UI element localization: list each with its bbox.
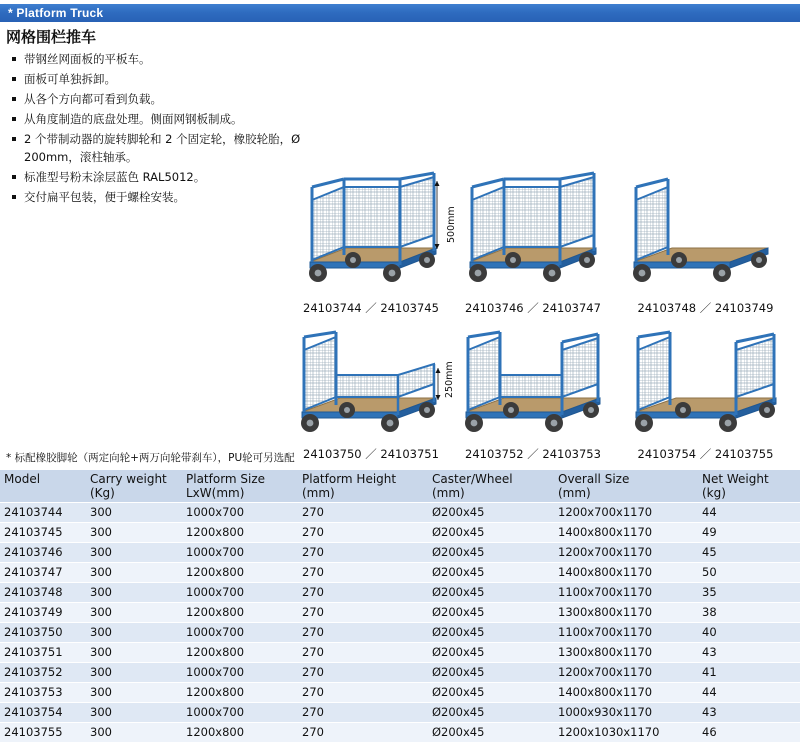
cell-platform-size: 1000x700 [182, 663, 298, 683]
cell-net-weight: 49 [698, 523, 800, 543]
table-row[interactable] [0, 703, 800, 723]
cell-platform-size: 1200x800 [182, 603, 298, 623]
cell-overall-size: 1400x800x1170 [554, 563, 698, 583]
cell-caster-wheel: Ø200x45 [428, 583, 554, 603]
page-subtitle-cn: 网格围栏推车 [6, 28, 97, 46]
figure-caption-4: 24103750 ／ 24103751 [303, 447, 439, 461]
column-header-carry-weight: Carry weight (Kg) [86, 470, 182, 503]
feature-list [10, 50, 310, 208]
footnote: * 标配橡胶脚轮（两定向轮+两万向轮带刹车），PU轮可另选配 [6, 452, 295, 464]
table-row[interactable] [0, 563, 800, 583]
table-row[interactable] [0, 683, 800, 703]
cell-net-weight: 43 [698, 643, 800, 663]
cell-carry-weight: 300 [86, 663, 182, 683]
cell-model: 24103755 [0, 723, 86, 743]
cell-overall-size: 1200x700x1170 [554, 503, 698, 523]
dimension-500mm: 500mm [446, 206, 457, 243]
cell-net-weight: 45 [698, 543, 800, 563]
cell-model: 24103745 [0, 523, 86, 543]
cell-caster-wheel: Ø200x45 [428, 623, 554, 643]
platform-truck-illustration [450, 320, 610, 440]
cell-overall-size: 1200x1030x1170 [554, 723, 698, 743]
cell-net-weight: 41 [698, 663, 800, 683]
cell-caster-wheel: Ø200x45 [428, 523, 554, 543]
cell-platform-height: 270 [298, 663, 428, 683]
cell-carry-weight: 300 [86, 603, 182, 623]
cell-overall-size: 1400x800x1170 [554, 683, 698, 703]
product-figure-2 [456, 165, 606, 290]
figure-caption-3: 24103748 ／ 24103749 [637, 301, 774, 315]
column-header-platform-height: Platform Height (mm) [298, 470, 428, 503]
cell-overall-size: 1300x800x1170 [554, 643, 698, 663]
table-row[interactable] [0, 583, 800, 603]
cell-carry-weight: 300 [86, 503, 182, 523]
list-item: 带钢丝网面板的平板车。 [10, 50, 310, 68]
cell-model: 24103751 [0, 643, 86, 663]
figure-caption-1: 24103744 ／ 24103745 [303, 301, 439, 315]
cell-platform-size: 1200x800 [182, 523, 298, 543]
cell-platform-size: 1200x800 [182, 563, 298, 583]
column-header-overall-size: Overall Size (mm) [554, 470, 698, 503]
cell-net-weight: 46 [698, 723, 800, 743]
cell-platform-height: 270 [298, 623, 428, 643]
cell-caster-wheel: Ø200x45 [428, 723, 554, 743]
product-figure-5 [450, 320, 610, 440]
product-figure-1 [296, 165, 457, 290]
table-row[interactable] [0, 723, 800, 743]
figure-caption-2: 24103746 ／ 24103747 [465, 301, 601, 315]
cell-platform-height: 270 [298, 583, 428, 603]
cell-model: 24103746 [0, 543, 86, 563]
cell-net-weight: 44 [698, 683, 800, 703]
table-body [0, 503, 800, 743]
table-row[interactable] [0, 543, 800, 563]
cell-caster-wheel: Ø200x45 [428, 703, 554, 723]
cell-platform-size: 1200x800 [182, 683, 298, 703]
cell-caster-wheel: Ø200x45 [428, 643, 554, 663]
table-row[interactable] [0, 623, 800, 643]
platform-truck-illustration [296, 165, 446, 290]
cell-overall-size: 1100x700x1170 [554, 583, 698, 603]
cell-carry-weight: 300 [86, 723, 182, 743]
cell-carry-weight: 300 [86, 583, 182, 603]
cell-model: 24103750 [0, 623, 86, 643]
cell-platform-size: 1000x700 [182, 583, 298, 603]
cell-caster-wheel: Ø200x45 [428, 543, 554, 563]
platform-truck-illustration [618, 320, 788, 440]
cell-net-weight: 43 [698, 703, 800, 723]
product-figure-6 [618, 320, 788, 440]
cell-overall-size: 1000x930x1170 [554, 703, 698, 723]
cell-model: 24103754 [0, 703, 86, 723]
column-header-platform-size: Platform Size LxW(mm) [182, 470, 298, 503]
list-item: 标准型号粉末涂层蓝色 RAL5012。 [10, 168, 310, 186]
cell-caster-wheel: Ø200x45 [428, 663, 554, 683]
cell-carry-weight: 300 [86, 563, 182, 583]
column-header-model: Model [0, 470, 86, 503]
cell-net-weight: 35 [698, 583, 800, 603]
cell-overall-size: 1300x800x1170 [554, 603, 698, 623]
cell-caster-wheel: Ø200x45 [428, 683, 554, 703]
table-row[interactable] [0, 603, 800, 623]
cell-platform-size: 1000x700 [182, 503, 298, 523]
cell-platform-height: 270 [298, 523, 428, 543]
cell-platform-height: 270 [298, 703, 428, 723]
cell-overall-size: 1100x700x1170 [554, 623, 698, 643]
cell-net-weight: 40 [698, 623, 800, 643]
cell-model: 24103744 [0, 503, 86, 523]
list-item: 从各个方向都可看到负载。 [10, 90, 310, 108]
dimension-250mm: 250mm [444, 361, 455, 398]
cell-net-weight: 38 [698, 603, 800, 623]
cell-platform-size: 1200x800 [182, 723, 298, 743]
spec-table [0, 470, 800, 743]
platform-truck-illustration [456, 165, 606, 290]
cell-platform-height: 270 [298, 723, 428, 743]
table-row[interactable] [0, 503, 800, 523]
page-title: * Platform Truck [8, 6, 104, 20]
list-item: 2 个带制动器的旋转脚轮和 2 个固定轮，橡胶轮胎，Ø 200mm，滚柱轴承。 [10, 130, 310, 166]
table-header-row [0, 470, 800, 503]
cell-model: 24103749 [0, 603, 86, 623]
cell-platform-height: 270 [298, 563, 428, 583]
cell-overall-size: 1200x700x1170 [554, 543, 698, 563]
cell-caster-wheel: Ø200x45 [428, 503, 554, 523]
figure-caption-5: 24103752 ／ 24103753 [465, 447, 601, 461]
cell-carry-weight: 300 [86, 683, 182, 703]
cell-model: 24103752 [0, 663, 86, 683]
cell-net-weight: 50 [698, 563, 800, 583]
cell-caster-wheel: Ø200x45 [428, 603, 554, 623]
cell-model: 24103753 [0, 683, 86, 703]
cell-carry-weight: 300 [86, 543, 182, 563]
cell-model: 24103747 [0, 563, 86, 583]
list-item: 交付扁平包装，便于螺栓安装。 [10, 188, 310, 206]
column-header-caster-wheel: Caster/Wheel (mm) [428, 470, 554, 503]
cell-overall-size: 1400x800x1170 [554, 523, 698, 543]
table-row[interactable] [0, 643, 800, 663]
platform-truck-illustration [286, 320, 446, 440]
cell-platform-height: 270 [298, 543, 428, 563]
table-row[interactable] [0, 663, 800, 683]
cell-platform-size: 1000x700 [182, 703, 298, 723]
product-figure-3 [620, 165, 780, 290]
page-title-bar [0, 4, 800, 22]
cell-platform-height: 270 [298, 603, 428, 623]
cell-platform-size: 1000x700 [182, 543, 298, 563]
cell-carry-weight: 300 [86, 703, 182, 723]
cell-carry-weight: 300 [86, 523, 182, 543]
list-item: 从角度制造的底盘处理。侧面网钢板制成。 [10, 110, 310, 128]
cell-platform-size: 1200x800 [182, 643, 298, 663]
cell-platform-height: 270 [298, 683, 428, 703]
list-item: 面板可单独拆卸。 [10, 70, 310, 88]
cell-caster-wheel: Ø200x45 [428, 563, 554, 583]
cell-net-weight: 44 [698, 503, 800, 523]
cell-overall-size: 1200x700x1170 [554, 663, 698, 683]
cell-platform-height: 270 [298, 503, 428, 523]
cell-carry-weight: 300 [86, 643, 182, 663]
table-row[interactable] [0, 523, 800, 543]
figure-caption-6: 24103754 ／ 24103755 [637, 447, 774, 461]
platform-truck-illustration [620, 165, 780, 290]
cell-platform-height: 270 [298, 643, 428, 663]
cell-carry-weight: 300 [86, 623, 182, 643]
column-header-net-weight: Net Weight (kg) [698, 470, 800, 503]
product-figure-4 [286, 320, 455, 440]
cell-model: 24103748 [0, 583, 86, 603]
cell-platform-size: 1000x700 [182, 623, 298, 643]
